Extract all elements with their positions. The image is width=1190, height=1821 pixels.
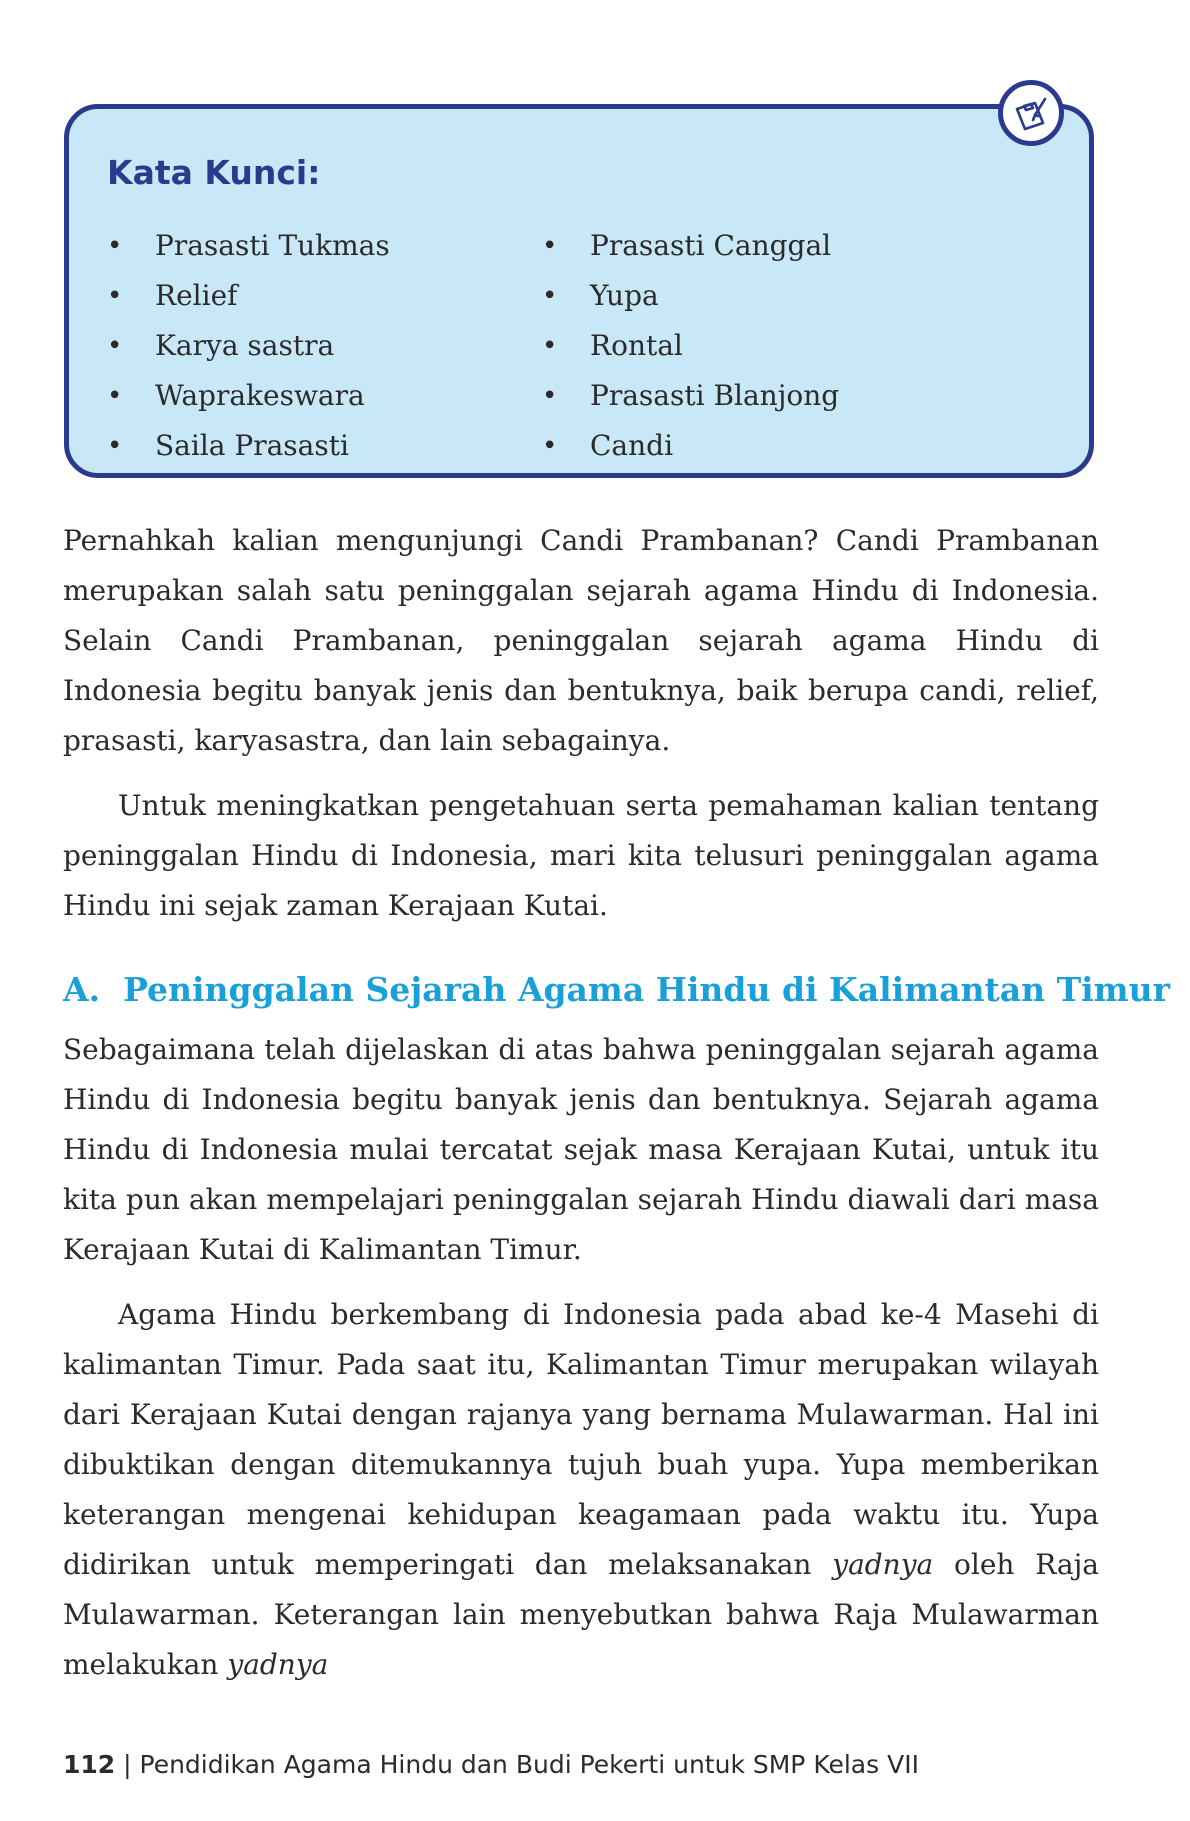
- section-paragraph-2: [63, 1290, 1099, 1690]
- intro-paragraph-1: Pernahkah kalian mengunjungi Candi Prambanan? Candi Prambanan merupakan salah satu peninggalan sejarah agama Hindu di Indonesia. Selain Candi Prambanan, peninggalan sejarah agama Hindu di Indonesia begitu banyak jenis dan bentuknya, baik berupa candi, relief, prasasti, karyasastra, dan lain sebagainya.: [63, 524, 1099, 757]
- paragraph-text: Agama Hindu berkembang di Indonesia pada abad ke-4 Masehi di kalimantan Timur. Pada saat itu, Kalimantan Timur merupakan wilayah dari Kerajaan Kutai dengan rajanya yang bernama Mulawarman. Hal ini dibuktikan dengan ditemukannya tujuh buah yupa. Yupa memberikan keterangan mengenai kehidupan keagamaan pada waktu itu. Yupa didirikan untuk memperingati dan melaksanakan: [63, 1298, 1099, 1581]
- keyword-list-right: [542, 221, 990, 471]
- keyword-item: • Prasasti Canggal: [542, 221, 990, 271]
- paragraph-text: oleh Raja Mulawarman. Keterangan lain menyebutkan bahwa Raja Mulawarman melakukan: [63, 1548, 1100, 1681]
- italic-term: yadnya: [227, 1648, 329, 1681]
- section-paragraph-1: Sebagaimana telah dijelaskan di atas bahwa peninggalan sejarah agama Hindu di Indonesia begitu banyak jenis dan bentuknya. Sejarah agama Hindu di Indonesia mulai tercatat sejak masa Kerajaan Kutai, untuk itu kita pun akan mempelajari peninggalan sejarah Hindu diawali dari masa Kerajaan Kutai di Kalimantan Timur.: [63, 1033, 1099, 1266]
- section-heading: A. Peninggalan Sejarah Agama Hindu di Kalimantan Timur: [63, 970, 1170, 1009]
- keyword-box: [64, 104, 1094, 478]
- keyword-item: • Candi: [542, 421, 990, 471]
- footer-separator: |: [115, 1750, 140, 1779]
- keyword-item: • Prasasti Tukmas: [107, 221, 515, 271]
- keyword-list-left: [107, 221, 515, 471]
- intro-paragraph-2: Untuk meningkatkan pengetahuan serta pemahaman kalian tentang peninggalan Hindu di Indonesia, mari kita telusuri peninggalan agama Hindu ini sejak zaman Kerajaan Kutai.: [63, 789, 1099, 922]
- page-footer: [63, 1750, 919, 1779]
- keyword-item: • Waprakeswara: [107, 371, 515, 421]
- keyword-item: • Yupa: [542, 271, 990, 321]
- keyword-item: • Rontal: [542, 321, 990, 371]
- page-number: 112: [63, 1750, 116, 1779]
- italic-term: yadnya: [832, 1548, 934, 1581]
- keyword-box-title: Kata Kunci:: [107, 153, 321, 192]
- keyword-item: • Relief: [107, 271, 515, 321]
- keyword-item: • Saila Prasasti: [107, 421, 515, 471]
- keyword-item: • Karya sastra: [107, 321, 515, 371]
- book-title: Pendidikan Agama Hindu dan Budi Pekerti untuk SMP Kelas VII: [139, 1750, 919, 1779]
- clipboard-icon: [998, 80, 1064, 146]
- keyword-item: • Prasasti Blanjong: [542, 371, 990, 421]
